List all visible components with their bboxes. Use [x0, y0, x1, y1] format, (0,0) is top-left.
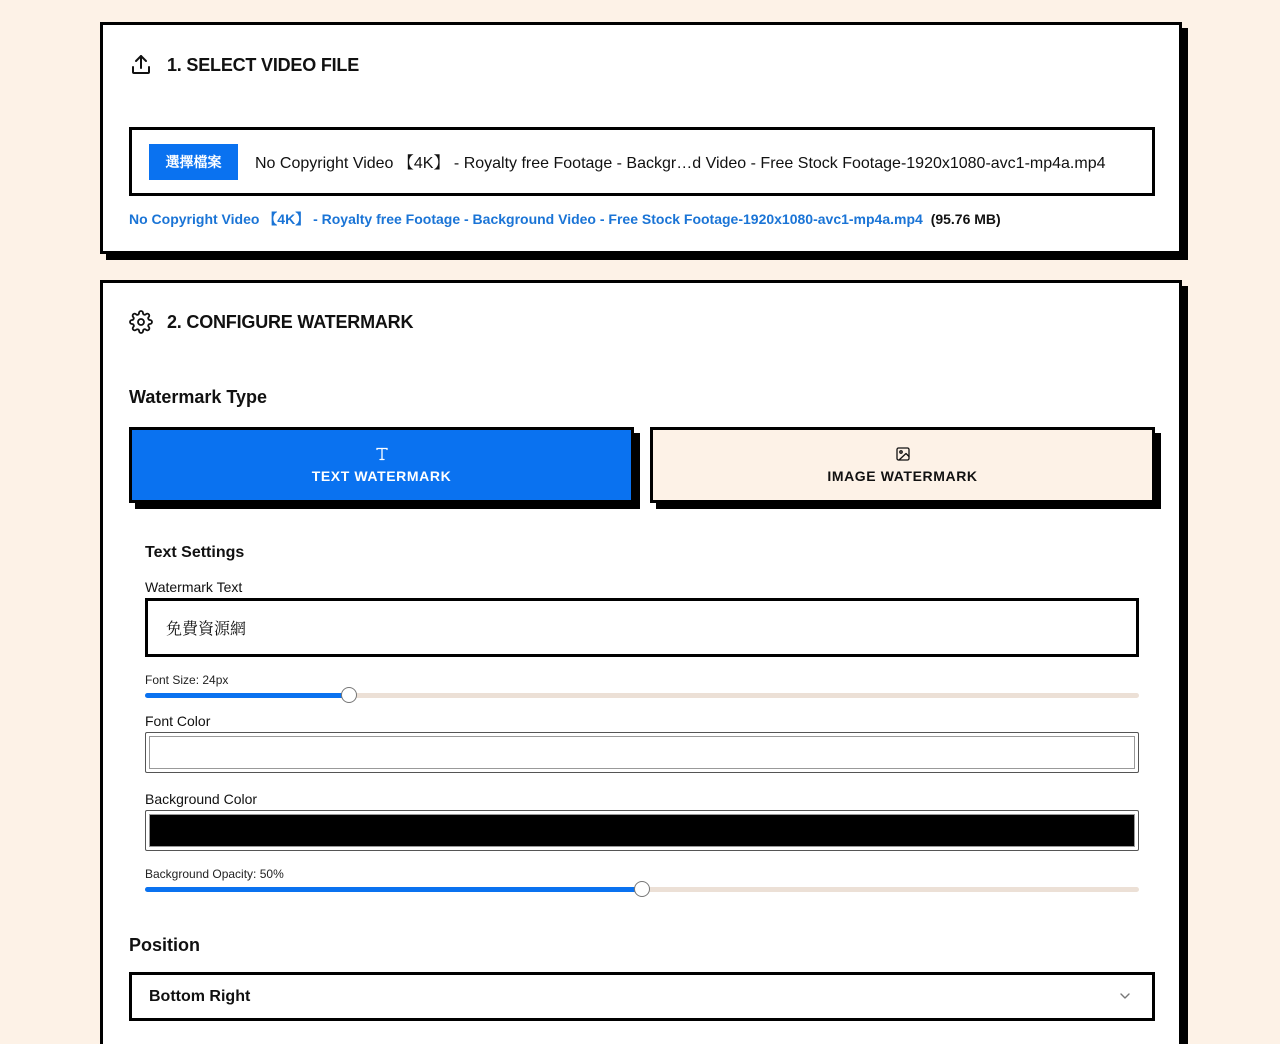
file-link[interactable]: No Copyright Video 【4K】 - Royalty free Footage - Background Video - Free Stock Footage-1920x1080-avc1-mp4a.mp4 — [129, 211, 923, 227]
image-watermark-button[interactable] — [650, 427, 1155, 503]
font-color-label: Font Color — [145, 713, 211, 729]
watermark-type-label: Watermark Type — [129, 387, 268, 407]
background-color-swatch — [149, 814, 1135, 847]
slider-thumb[interactable] — [634, 881, 650, 897]
configure-watermark-header — [129, 310, 413, 334]
text-watermark-button[interactable] — [129, 427, 634, 503]
text-settings-title: Text Settings — [145, 544, 245, 561]
upload-icon — [129, 53, 153, 77]
file-info — [129, 209, 1001, 229]
selected-file-name: No Copyright Video 【4K】 - Royalty free Footage - Backgr…d Video - Free Stock Footage-1920x1080-avc1-mp4a.mp4 — [255, 155, 1106, 172]
background-opacity-label: Background Opacity: 50% — [145, 867, 284, 881]
image-watermark-label: IMAGE WATERMARK — [827, 468, 978, 484]
slider-thumb[interactable] — [341, 687, 357, 703]
configure-watermark-title: 2. CONFIGURE WATERMARK — [167, 311, 414, 332]
watermark-text-label: Watermark Text — [145, 579, 243, 595]
file-size: (95.76 MB) — [930, 211, 1001, 227]
background-opacity-slider[interactable] — [145, 880, 1139, 898]
select-video-card — [100, 22, 1182, 254]
chevron-down-icon — [1118, 989, 1132, 1003]
font-size-label: Font Size: 24px — [145, 673, 229, 687]
background-color-label: Background Color — [145, 791, 258, 807]
select-video-title: 1. SELECT VIDEO FILE — [167, 54, 360, 75]
file-input[interactable] — [129, 127, 1155, 196]
font-color-picker[interactable] — [145, 732, 1139, 773]
font-size-slider[interactable] — [145, 686, 1139, 704]
configure-watermark-card — [100, 280, 1182, 1044]
gear-icon — [129, 310, 153, 334]
position-value: Bottom Right — [149, 987, 251, 1005]
image-icon — [895, 446, 911, 462]
background-color-picker[interactable] — [145, 810, 1139, 851]
slider-fill — [145, 887, 642, 892]
choose-file-button[interactable]: 選擇檔案 — [149, 144, 238, 180]
slider-fill — [145, 693, 349, 698]
position-select[interactable] — [129, 972, 1155, 1021]
select-video-header — [129, 53, 359, 77]
watermark-text-input[interactable]: 免費資源網 — [145, 598, 1139, 657]
position-label: Position — [129, 935, 200, 955]
text-icon — [374, 446, 390, 462]
text-watermark-label: TEXT WATERMARK — [311, 468, 452, 484]
font-color-swatch — [149, 736, 1135, 769]
